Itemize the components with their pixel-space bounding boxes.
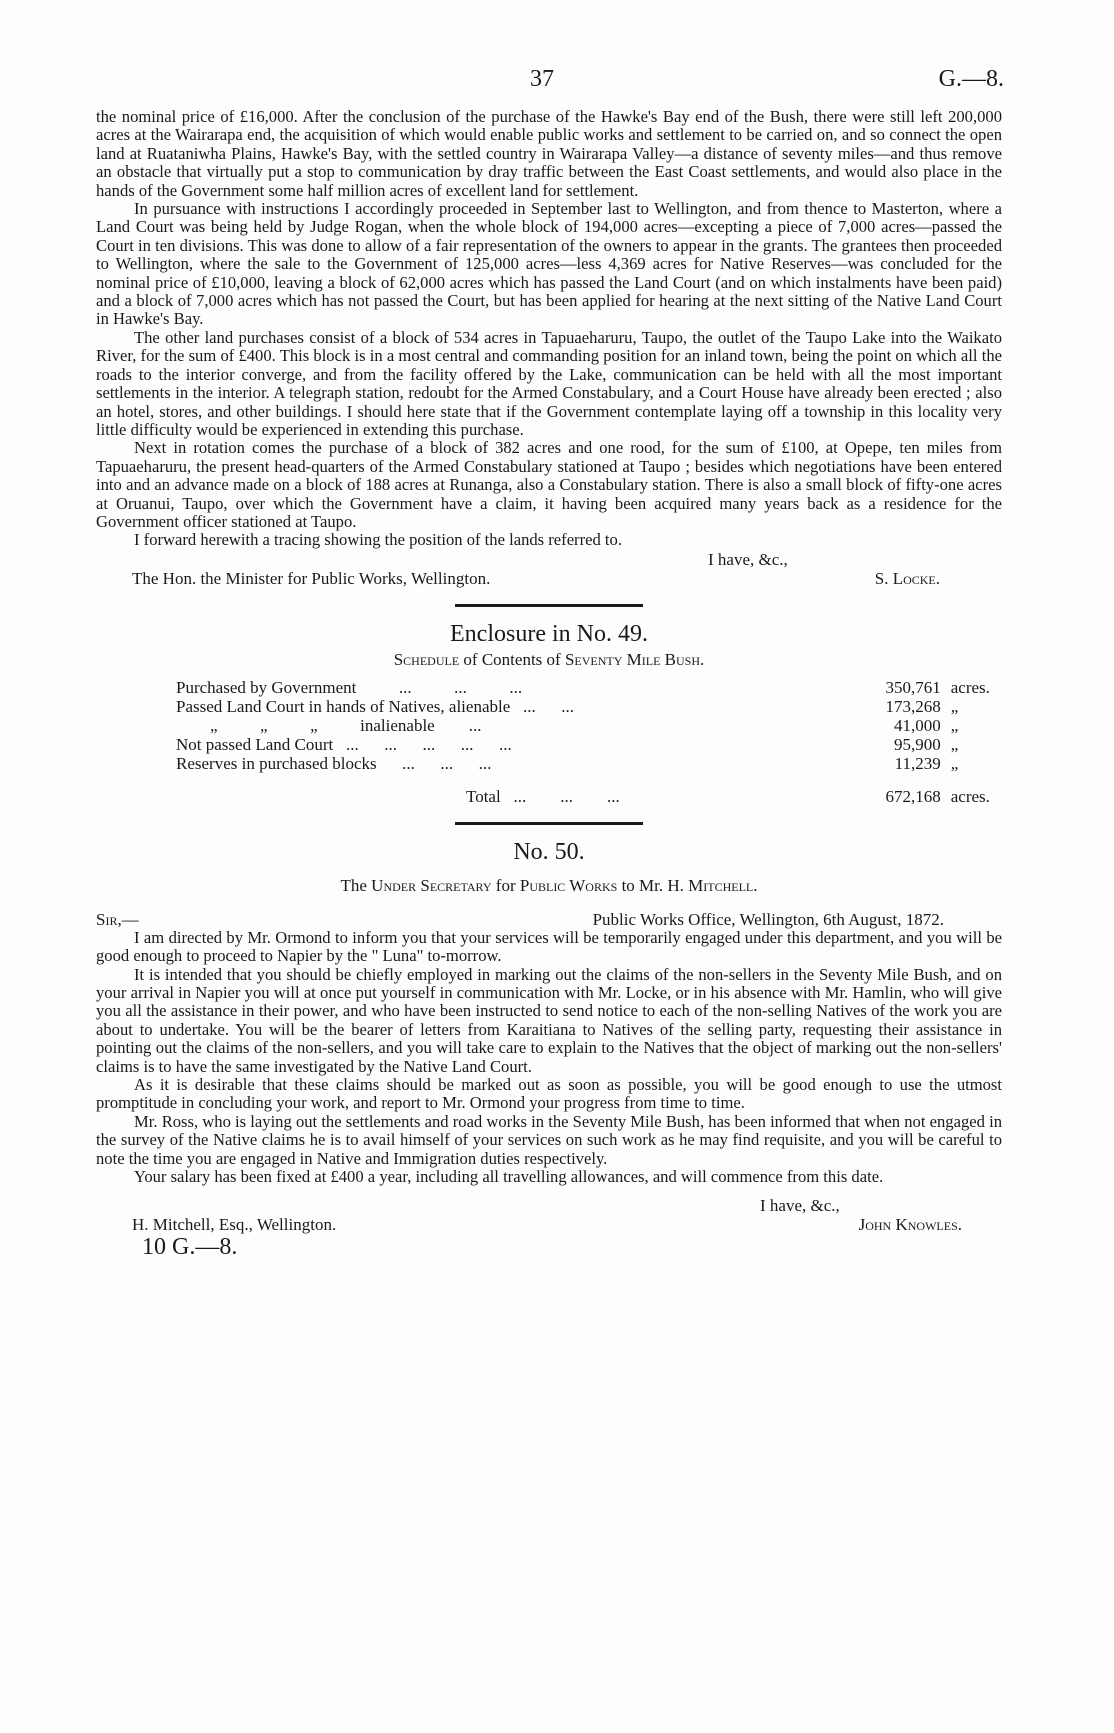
letter-knowles [96, 839, 1002, 1262]
paragraph: Your salary has been fixed at £400 a year, including all travelling allowances, and will commence from this date. [134, 1167, 884, 1187]
section-rule [455, 604, 643, 607]
paragraph: Mr. Ross, who is laying out the settlements and road works in the Seventy Mile Bush, has been informed that when not engaged in the survey of the Native claims he is to avail himself of your services on such work as he may find requisite, and you will be careful to note the time you are engaged in Native and Immigration duties respectively. [96, 1111, 1002, 1168]
row-amount: 173,268 [885, 696, 941, 716]
letter-locke [96, 108, 1002, 588]
table-total-row [176, 773, 1002, 806]
salutation-row [96, 910, 1002, 929]
total-unit: acres. [950, 786, 990, 806]
letter-number: No. 50. [513, 838, 585, 865]
row-unit: „ [950, 696, 959, 716]
addressee: The Hon. the Minister for Public Works, Wellington. [132, 568, 491, 588]
paper-code: G.—8. [938, 66, 1004, 92]
table-row [176, 735, 1002, 754]
signatory: John Knowles. [858, 1215, 962, 1235]
row-amount: 95,900 [894, 734, 941, 754]
row-unit: „ [950, 753, 959, 773]
letter-heading: The Under Secretary for Public Works to Mr. H. Mitchell. [340, 875, 758, 895]
table-row [176, 678, 1002, 697]
paragraph: In pursuance with instructions I accordingly proceeded in September last to Wellington, and from thence to Masterton, where a Land Court was being held by Judge Rogan, when the whole block of 194,000 acres—excepting a piece of 7,000 acres—passed the Court in ten divisions. This was done to allow of a fair representation of the owners to appear in the grants. The grantees then proceeded to Wellington, where the sale to the Government of 125,000 acres—less 4,369 acres for Native Reserves—was concluded for the nominal price of £10,000, leaving a block of 62,000 acres which has passed the Land Court (and on which instalments have been paid) and a block of 7,000 acres which has not passed the Court, but has been applied for hearing at the next sitting of the Native Land Court in Hawke's Bay. [96, 199, 1002, 329]
row-amount: 11,239 [894, 753, 941, 773]
paragraph: Next in rotation comes the purchase of a block of 382 acres and one rood, for the sum of £100, at Opepe, ten miles from Tapuaeharuru, the present head-quarters of the Armed Constabulary stationed at Taupo ; besides which negotiations have been entered into and an advance made on a block of 188 acres at Runanga, also a Constabulary station. There is also a small block of fifty-one acres at Oruanui, Taupo, over which the Government have a claim, it having been acquired many years back as a residence for the Government officer stationed at Taupo. [96, 438, 1002, 531]
closing: I have, &c., [760, 1196, 840, 1216]
page-number: 37 [530, 66, 554, 92]
paragraph: As it is desirable that these claims should be marked out as soon as possible, you will be good enough to use the utmost promptitude in concluding your work, and report to Mr. Ormond your progress from time to time. [96, 1075, 1002, 1113]
enclosure-title: Enclosure in No. 49. [450, 620, 648, 647]
signatory: S. Locke. [874, 568, 940, 588]
signature-mark: 10 G.—8. [142, 1234, 238, 1261]
salutation: Sir,— [96, 909, 139, 929]
paragraph: The other land purchases consist of a block of 534 acres in Tapuaeharuru, Taupo, the outlet of the Taupo Lake into the Waikato River, for the sum of £400. This block is in a most central and commanding position for an inland town, being the point on which all the roads to the interior converge, and from the facility offered by the Lake, communication can be held with all the most important settlements in the interior. A telegraph station, redoubt for the Armed Constabulary, and a Court House have already been erected ; also an hotel, stores, and other buildings. I should here state that if the Government contemplate laying off a township in this locality very little difficulty would be experienced in extending this purchase. [96, 327, 1002, 439]
sign-off-row [96, 569, 1002, 588]
row-unit: acres. [950, 677, 990, 697]
table-row [176, 716, 1002, 735]
paragraph: I am directed by Mr. Ormond to inform you that your services will be temporarily engaged under this department, and you will be good enough to proceed to Napier by the " Luna" to-morrow. [96, 927, 1002, 966]
paragraph: the nominal price of £16,000. After the conclusion of the purchase of the Hawke's Bay end of the Bush, there were still left 200,000 acres at the Wairarapa end, the acquisition of which would enable public works and settlement to be carried on, and so connect the open land at Ruataniwha Plains, Hawke's Bay, with the settled country in Wairarapa Valley—a distance of seventy miles—and thus remove an obstacle that virtually put a stop to communication by dray traffic between the East Coast settlements, and would also place in the hands of the Government some half million acres of excellent land for settlement. [96, 107, 1002, 200]
addressee: H. Mitchell, Esq., Wellington. [132, 1215, 337, 1235]
sign-off-row [96, 1215, 1002, 1234]
total-label: Total ... ... ... [466, 786, 620, 806]
page-body [96, 108, 1002, 1261]
paragraph: I forward herewith a tracing showing the position of the lands referred to. [134, 530, 622, 550]
row-label: Reserves in purchased blocks ... ... ... [176, 753, 492, 773]
row-label: Purchased by Government ... ... ... [176, 677, 523, 697]
total-amount: 672,168 [885, 786, 941, 806]
row-unit: „ [950, 734, 959, 754]
section-rule [455, 822, 643, 825]
schedule-table [176, 678, 1002, 806]
table-row [176, 754, 1002, 773]
closing: I have, &c., [708, 549, 788, 569]
row-label: „ „ „ inalienable ... [176, 715, 482, 735]
schedule-heading: Schedule of Contents of Seventy Mile Bush. [393, 649, 705, 669]
paragraph: It is intended that you should be chiefly employed in marking out the claims of the non-sellers in the Seventy Mile Bush, and on your arrival in Napier you will at once put yourself in communication with Mr. Locke, or in his absence with Mr. Hamlin, who will give you all the assistance in their power, and who have been instructed to send notice to each of the non-selling Natives of the work you are about to undertake. You will be the bearer of letters from Karaitiana to Natives of the selling party, requesting their assistance in pointing out the claims of the non-sellers, and you will take care to explain to the Natives that the object of marking out the non-sellers' claims is to have the same investigated by the Native Land Court. [96, 964, 1002, 1076]
row-amount: 41,000 [894, 715, 941, 735]
table-row [176, 697, 1002, 716]
row-label: Not passed Land Court ... ... ... ... ... [176, 734, 512, 754]
row-amount: 350,761 [885, 677, 941, 697]
enclosure-section [96, 621, 1002, 806]
row-label: Passed Land Court in hands of Natives, alienable ... ... [176, 696, 575, 716]
place-date: Public Works Office, Wellington, 6th August, 1872. [592, 909, 944, 929]
page-header [0, 66, 1114, 100]
row-unit: „ [950, 715, 959, 735]
